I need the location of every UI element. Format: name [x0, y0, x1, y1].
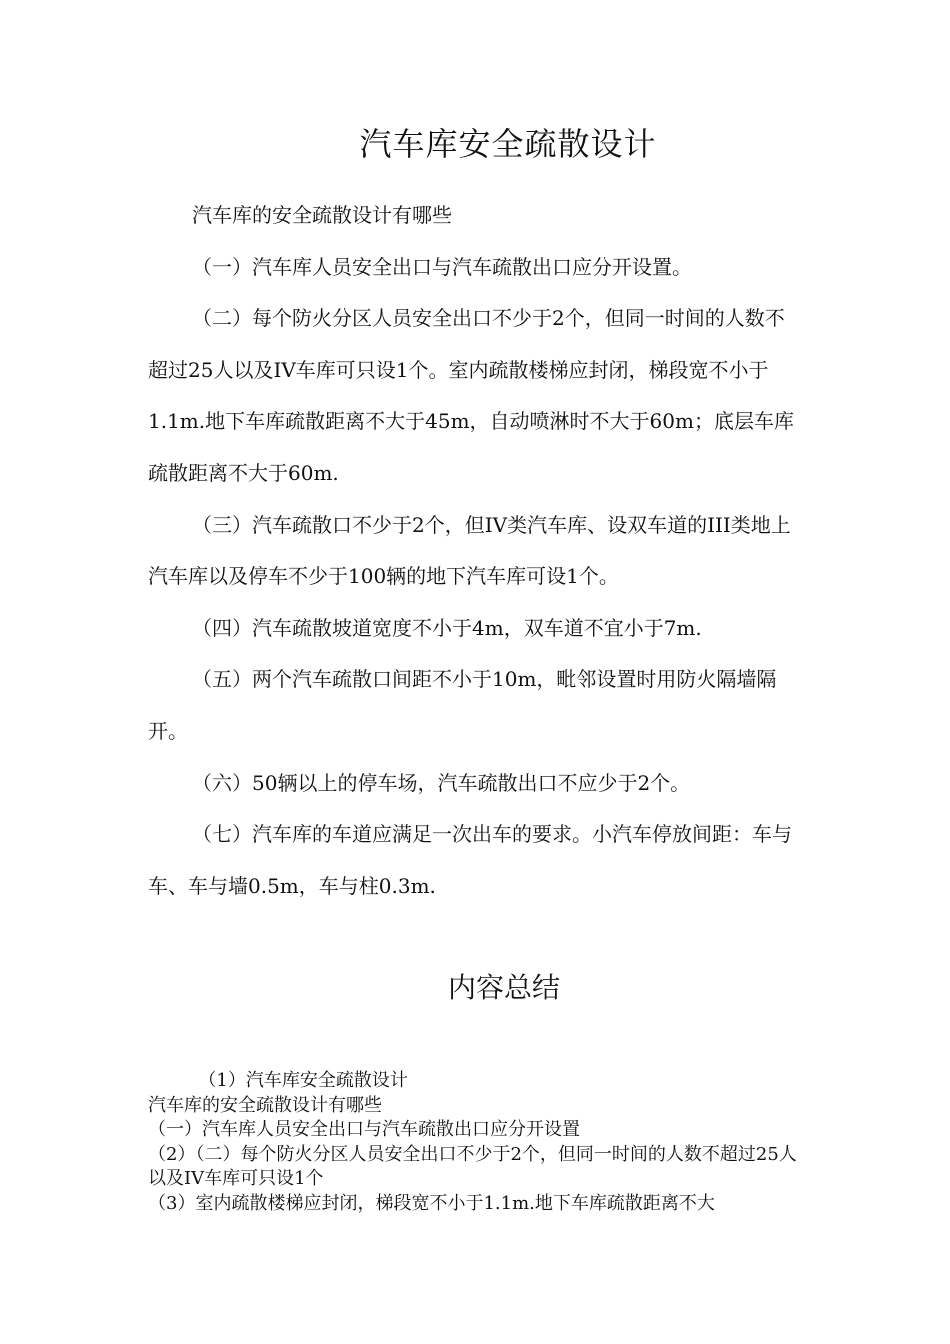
- summary-section: [148, 1069, 800, 1216]
- paragraph-4: （四）汽车疏散坡道宽度不小于4m，双车道不宜小于7m.: [192, 615, 702, 640]
- summary-line-5: （3）室内疏散楼梯应封闭，梯段宽不小于1.1m.地下车库疏散距离不大: [148, 1192, 715, 1214]
- document-title: 汽车库安全疏散设计: [359, 125, 657, 163]
- intro-paragraph: 汽车库的安全疏散设计有哪些: [192, 203, 452, 227]
- document-body: [148, 190, 798, 912]
- paragraph-2: （二）每个防火分区人员安全出口不少于2个，但同一时间的人数不超过25人以及IV车库可只设1个。室内疏散楼梯应封闭，梯段宽不小于1.1m.地下车库疏散距离不大于45m，自动喷淋时不大于60m；底层车库疏散距离不大于60m.: [148, 306, 794, 485]
- paragraph-6: （六）50辆以上的停车场，汽车疏散出口不应少于2个。: [192, 770, 691, 795]
- summary-line-1: （1）汽车库安全疏散设计: [198, 1070, 408, 1091]
- paragraph-1: （一）汽车库人员安全出口与汽车疏散出口应分开设置。: [192, 254, 692, 279]
- summary-line-4: （2）（二）每个防火分区人员安全出口不少于2个，但同一时间的人数不超过25人以及IV车库可只设1个: [148, 1143, 797, 1189]
- summary-line-3: （一）汽车库人员安全出口与汽车疏散出口应分开设置: [148, 1119, 580, 1140]
- summary-line-2: 汽车库的安全疏散设计有哪些: [148, 1094, 382, 1116]
- paragraph-3: （三）汽车疏散口不少于2个，但IV类汽车库、设双车道的III类地上汽车库以及停车不少于100辆的地下汽车库可设1个。: [148, 512, 791, 589]
- summary-heading: 内容总结: [447, 971, 560, 1004]
- paragraph-5: （五）两个汽车疏散口间距不小于10m，毗邻设置时用防火隔墙隔开。: [148, 667, 777, 743]
- paragraph-7: （七）汽车库的车道应满足一次出车的要求。小汽车停放间距：车与车、车与墙0.5m，车与柱0.3m.: [148, 822, 792, 898]
